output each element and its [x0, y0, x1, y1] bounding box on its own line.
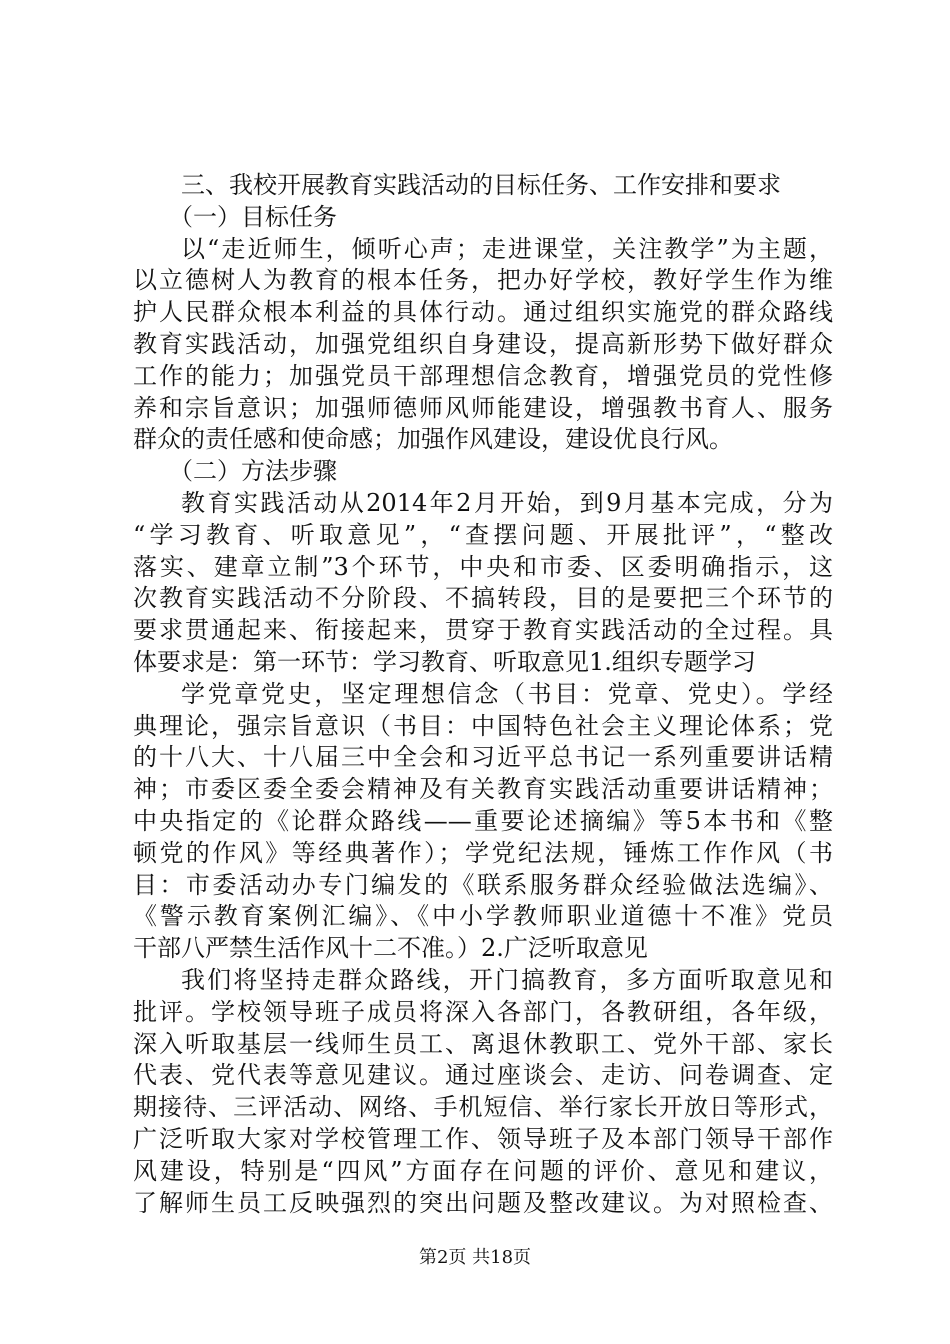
subsection-heading: （二）方法步骤: [169, 457, 337, 486]
paragraph-line: 学党章党史，坚定理想信念（书目：党章、党史）。学经: [181, 679, 833, 708]
paragraph-line: 要求贯通起来、衔接起来，贯穿于教育实践活动的全过程。具: [133, 616, 833, 645]
page-number-footer: 第2页 共18页: [418, 1247, 532, 1268]
paragraph-line: 目：市委活动办专门编发的《联系服务群众经验做法选编》、: [133, 870, 833, 899]
paragraph-line: 的十八大、十八届三中全会和习近平总书记一系列重要讲话精: [133, 743, 833, 772]
paragraph-line: 以立德树人为教育的根本任务，把办好学校，教好学生作为维: [133, 266, 833, 295]
paragraph-line: 风建设，特别是“四风”方面存在问题的评价、意见和建议，: [133, 1156, 833, 1185]
paragraph-line: 体要求是：第一环节：学习教育、听取意见1.组织专题学习: [133, 647, 756, 676]
paragraph-line: 代表、党代表等意见建议。通过座谈会、走访、问卷调查、定: [133, 1061, 833, 1090]
paragraph-line: 《警示教育案例汇编》、《中小学教师职业道德十不准》党员: [133, 902, 833, 931]
paragraph-line: 典理论，强宗旨意识（书目：中国特色社会主义理论体系；党: [133, 711, 833, 740]
paragraph-line: 群众的责任感和使命感；加强作风建设，建设优良行风。: [133, 425, 733, 454]
paragraph-line: 了解师生员工反映强烈的突出问题及整改建议。为对照检查、: [133, 1188, 833, 1217]
section-heading: 三、我校开展教育实践活动的目标任务、工作安排和要求: [181, 171, 781, 199]
paragraph-line: 护人民群众根本利益的具体行动。通过组织实施党的群众路线: [133, 298, 833, 327]
paragraph-line: 批评。学校领导班子成员将深入各部门，各教研组，各年级，: [133, 997, 833, 1026]
paragraph-line: 落实、建章立制”3个环节，中央和市委、区委明确指示，这: [133, 552, 833, 581]
paragraph-line: 以“走近师生，倾听心声；走进课堂，关注教学”为主题，: [181, 234, 833, 263]
paragraph-line: 次教育实践活动不分阶段、不搞转段，目的是要把三个环节的: [133, 584, 833, 613]
paragraph-line: 神；市委区委全委会精神及有关教育实践活动重要讲话精神；: [133, 775, 833, 804]
paragraph-line: “学习教育、听取意见”，“查摆问题、开展批评”，“整改: [133, 520, 833, 549]
paragraph-line: 养和宗旨意识；加强师德师风师能建设，增强教书育人、服务: [133, 393, 833, 422]
paragraph-line: 教育实践活动从2014年2月开始，到9月基本完成，分为: [181, 488, 833, 517]
paragraph-line: 工作的能力；加强党员干部理想信念教育，增强党员的党性修: [133, 361, 833, 390]
paragraph-line: 教育实践活动，加强党组织自身建设，提高新形势下做好群众: [133, 329, 833, 358]
paragraph-line: 顿党的作风》等经典著作）；学党纪法规，锤炼工作作风（书: [133, 838, 833, 867]
document-body: [133, 170, 833, 1219]
subsection-heading: （一）目标任务: [169, 202, 337, 231]
paragraph-line: 中央指定的《论群众路线——重要论述摘编》等5本书和《整: [133, 806, 833, 835]
paragraph-line: 期接待、三评活动、网络、手机短信、举行家长开放日等形式，: [133, 1093, 833, 1122]
paragraph-line: 干部八严禁生活作风十二不准。）2.广泛听取意见: [133, 934, 648, 963]
paragraph-line: 深入听取基层一线师生员工、离退休教职工、党外干部、家长: [133, 1029, 833, 1058]
paragraph-line: 广泛听取大家对学校管理工作、领导班子及本部门领导干部作: [133, 1124, 833, 1153]
paragraph-line: 我们将坚持走群众路线，开门搞教育，多方面听取意见和: [181, 965, 833, 994]
